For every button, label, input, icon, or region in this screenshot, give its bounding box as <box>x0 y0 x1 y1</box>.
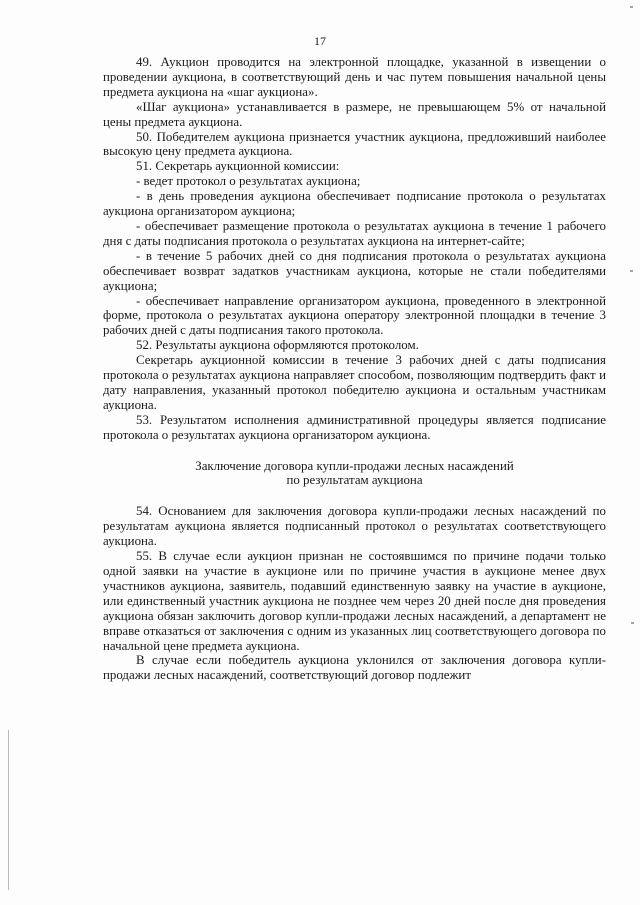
paragraph-52-secretary: Секретарь аукционной комиссии в течение 3 рабочих дней с даты подписания протокола о результатах аукциона направляет способом, позволяющим подтвердить факт и дату направления, указанный протокол победителю аукциона и остальным участникам аукциона. <box>103 353 606 412</box>
paragraph-49-step: «Шаг аукциона» устанавливается в размере, не превышающем 5% от начальной цены предмета аукциона. <box>103 99 606 129</box>
page-number: 17 <box>314 34 326 48</box>
paragraph-51-item-5: - обеспечивает направление организатором аукциона, проведенного в электронной форме, протокола о результатах аукциона оператору электронной площадки в течение 3 рабочих дней с даты подписания такого протокола. <box>103 293 606 338</box>
paragraph-51-item-2: - в день проведения аукциона обеспечивает подписание протокола о результатах аукциона организатором аукциона; <box>103 189 606 219</box>
paragraph-52: 52. Результаты аукциона оформляются протоколом. <box>136 338 419 353</box>
scan-edge-mark-left <box>8 730 9 890</box>
section-heading <box>103 459 606 489</box>
paragraph-53: 53. Результатом исполнения административной процедуры является подписание протокола о результатах аукциона организатором аукциона. <box>103 412 606 442</box>
paragraph-51: 51. Секретарь аукционной комиссии: <box>136 159 340 174</box>
paragraph-49: 49. Аукцион проводится на электронной площадке, указанной в извещении о проведении аукциона, в соответствующий день и час путем повышения начальной цены предмета аукциона на «шаг аукциона». <box>103 55 606 99</box>
paragraph-51-item-3: - обеспечивает размещение протокола о результатах аукциона в течение 1 рабочего дня с даты подписания протокола о результатах аукциона на интернет-сайте; <box>103 218 606 248</box>
section-heading-line-2: по результатам аукциона <box>286 473 423 488</box>
scan-speck-right-3 <box>630 270 633 272</box>
paragraph-55: 55. В случае если аукцион признан не состоявшимся по причине подачи только одной заявки на участие в аукционе или по причине участия в аукционе менее двух участников аукциона, заявитель, подавший единственную заявку на участие в аукционе, или единственный участник аукциона не позднее чем через 20 дней после дня проведения аукциона обязан заключить договор купли-продажи лесных насаждений, а департамент не вправе отказаться от заключения с одним из указанных лиц соответствующего договора по начальной цене предмета аукциона. <box>103 549 606 653</box>
paragraph-54: 54. Основанием для заключения договора купли-продажи лесных насаждений по результатам аукциона является подписанный протокол о результатах соответствующего аукциона. <box>103 504 606 549</box>
paragraph-50: 50. Победителем аукциона признается участник аукциона, предложивший наиболее высокую цену предмета аукциона. <box>103 129 606 159</box>
paragraph-51-item-1: - ведет протокол о результатах аукциона; <box>136 174 361 189</box>
scan-speck-right-2 <box>631 622 634 624</box>
scan-speck-right-1 <box>630 6 633 8</box>
section-heading-line-1: Заключение договора купли-продажи лесных насаждений <box>195 458 514 473</box>
document-body <box>103 55 606 683</box>
paragraph-51-item-4: - в течение 5 рабочих дней со дня подписания протокола о результатах аукциона обеспечивает возврат задатков участникам аукциона, которые не стали победителями аукциона; <box>103 248 606 293</box>
paragraph-55-continued: В случае если победитель аукциона уклонился от заключения договора купли-продажи лесных насаждений, соответствующий договор подлежит <box>103 653 606 683</box>
